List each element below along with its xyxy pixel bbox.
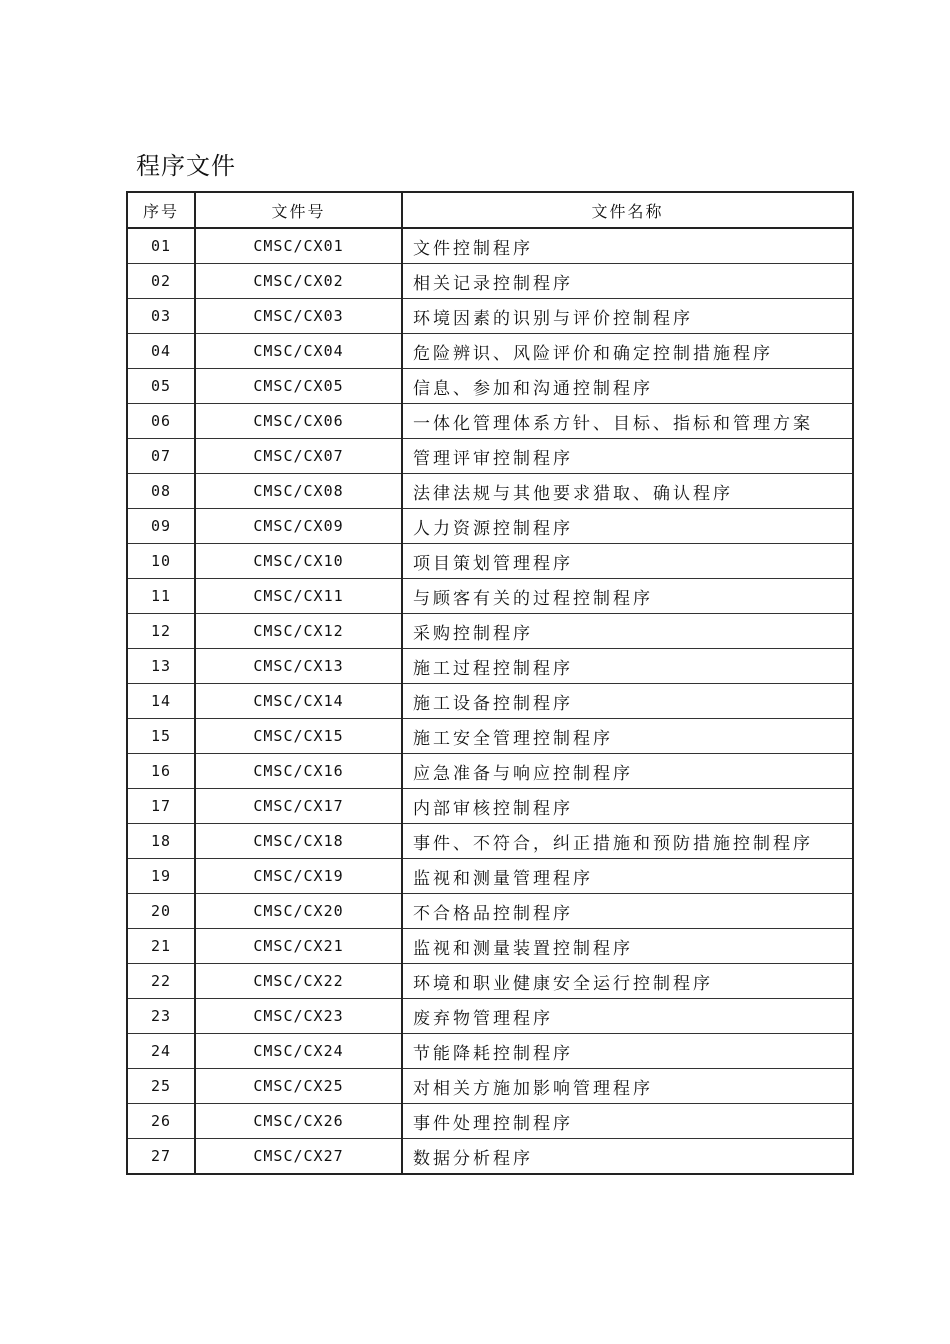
row-file-number: CMSC/CX03 [195,299,402,334]
row-seq: 20 [127,894,195,929]
row-file-name: 监视和测量装置控制程序 [402,929,853,964]
table-row [127,264,853,299]
row-file-name: 施工设备控制程序 [402,684,853,719]
table-row [127,649,853,684]
table-row [127,299,853,334]
row-seq: 25 [127,1069,195,1104]
row-file-name: 法律法规与其他要求猎取、确认程序 [402,474,853,509]
table-row [127,1069,853,1104]
row-seq: 23 [127,999,195,1034]
row-file-number: CMSC/CX24 [195,1034,402,1069]
row-file-number: CMSC/CX16 [195,754,402,789]
row-file-name: 相关记录控制程序 [402,264,853,299]
row-file-name: 应急准备与响应控制程序 [402,754,853,789]
table-header-row [127,192,853,228]
row-file-number: CMSC/CX09 [195,509,402,544]
header-file-name: 文件名称 [402,192,853,228]
row-file-name: 施工过程控制程序 [402,649,853,684]
row-file-name: 废弃物管理程序 [402,999,853,1034]
row-file-number: CMSC/CX05 [195,369,402,404]
row-file-name: 危险辨识、风险评价和确定控制措施程序 [402,334,853,369]
row-file-name: 内部审核控制程序 [402,789,853,824]
row-seq: 15 [127,719,195,754]
row-seq: 01 [127,228,195,264]
row-seq: 22 [127,964,195,999]
page-title: 程序文件 [136,152,236,180]
row-seq: 10 [127,544,195,579]
row-file-name: 环境和职业健康安全运行控制程序 [402,964,853,999]
row-seq: 08 [127,474,195,509]
row-file-number: CMSC/CX23 [195,999,402,1034]
row-seq: 04 [127,334,195,369]
table-body [127,228,853,1174]
table-row [127,1034,853,1069]
row-file-number: CMSC/CX11 [195,579,402,614]
row-seq: 07 [127,439,195,474]
row-file-name: 采购控制程序 [402,614,853,649]
row-file-name: 文件控制程序 [402,228,853,264]
procedure-file-table [126,191,854,1175]
row-file-number: CMSC/CX02 [195,264,402,299]
row-file-number: CMSC/CX10 [195,544,402,579]
table-row [127,824,853,859]
row-file-name: 项目策划管理程序 [402,544,853,579]
row-file-name: 不合格品控制程序 [402,894,853,929]
row-seq: 18 [127,824,195,859]
table-row [127,999,853,1034]
row-file-name: 数据分析程序 [402,1139,853,1175]
table-row [127,404,853,439]
row-seq: 09 [127,509,195,544]
row-file-number: CMSC/CX20 [195,894,402,929]
row-file-number: CMSC/CX17 [195,789,402,824]
row-file-name: 信息、参加和沟通控制程序 [402,369,853,404]
table-row [127,894,853,929]
row-seq: 17 [127,789,195,824]
row-seq: 26 [127,1104,195,1139]
row-file-number: CMSC/CX01 [195,228,402,264]
row-file-number: CMSC/CX12 [195,614,402,649]
row-file-number: CMSC/CX04 [195,334,402,369]
row-seq: 03 [127,299,195,334]
table-row [127,1104,853,1139]
table-row [127,334,853,369]
table-row [127,754,853,789]
row-seq: 27 [127,1139,195,1175]
row-file-number: CMSC/CX15 [195,719,402,754]
row-file-number: CMSC/CX18 [195,824,402,859]
row-file-number: CMSC/CX22 [195,964,402,999]
row-file-name: 监视和测量管理程序 [402,859,853,894]
table-row [127,228,853,264]
table-row [127,964,853,999]
row-file-number: CMSC/CX06 [195,404,402,439]
header-seq: 序号 [127,192,195,228]
table-row [127,684,853,719]
row-seq: 06 [127,404,195,439]
row-file-number: CMSC/CX14 [195,684,402,719]
table-row [127,929,853,964]
header-file-number: 文件号 [195,192,402,228]
row-file-name: 施工安全管理控制程序 [402,719,853,754]
table-row [127,474,853,509]
row-file-number: CMSC/CX26 [195,1104,402,1139]
row-file-name: 管理评审控制程序 [402,439,853,474]
table-row [127,789,853,824]
row-file-number: CMSC/CX27 [195,1139,402,1175]
row-file-number: CMSC/CX13 [195,649,402,684]
table-row [127,614,853,649]
row-file-name: 与顾客有关的过程控制程序 [402,579,853,614]
row-seq: 13 [127,649,195,684]
table-row [127,369,853,404]
row-file-number: CMSC/CX08 [195,474,402,509]
row-seq: 21 [127,929,195,964]
row-file-number: CMSC/CX19 [195,859,402,894]
row-file-number: CMSC/CX21 [195,929,402,964]
row-seq: 12 [127,614,195,649]
row-file-name: 一体化管理体系方针、目标、指标和管理方案 [402,404,853,439]
table-row [127,719,853,754]
row-file-number: CMSC/CX07 [195,439,402,474]
table-row [127,509,853,544]
row-file-number: CMSC/CX25 [195,1069,402,1104]
row-file-name: 人力资源控制程序 [402,509,853,544]
table-row [127,579,853,614]
row-seq: 24 [127,1034,195,1069]
row-file-name: 事件处理控制程序 [402,1104,853,1139]
table-row [127,439,853,474]
row-seq: 02 [127,264,195,299]
row-file-name: 对相关方施加影响管理程序 [402,1069,853,1104]
row-seq: 19 [127,859,195,894]
row-file-name: 环境因素的识别与评价控制程序 [402,299,853,334]
row-file-name: 节能降耗控制程序 [402,1034,853,1069]
row-seq: 05 [127,369,195,404]
row-seq: 16 [127,754,195,789]
table-row [127,1139,853,1175]
row-seq: 11 [127,579,195,614]
row-file-name: 事件、不符合，纠正措施和预防措施控制程序 [402,824,853,859]
table-row [127,544,853,579]
row-seq: 14 [127,684,195,719]
table-row [127,859,853,894]
